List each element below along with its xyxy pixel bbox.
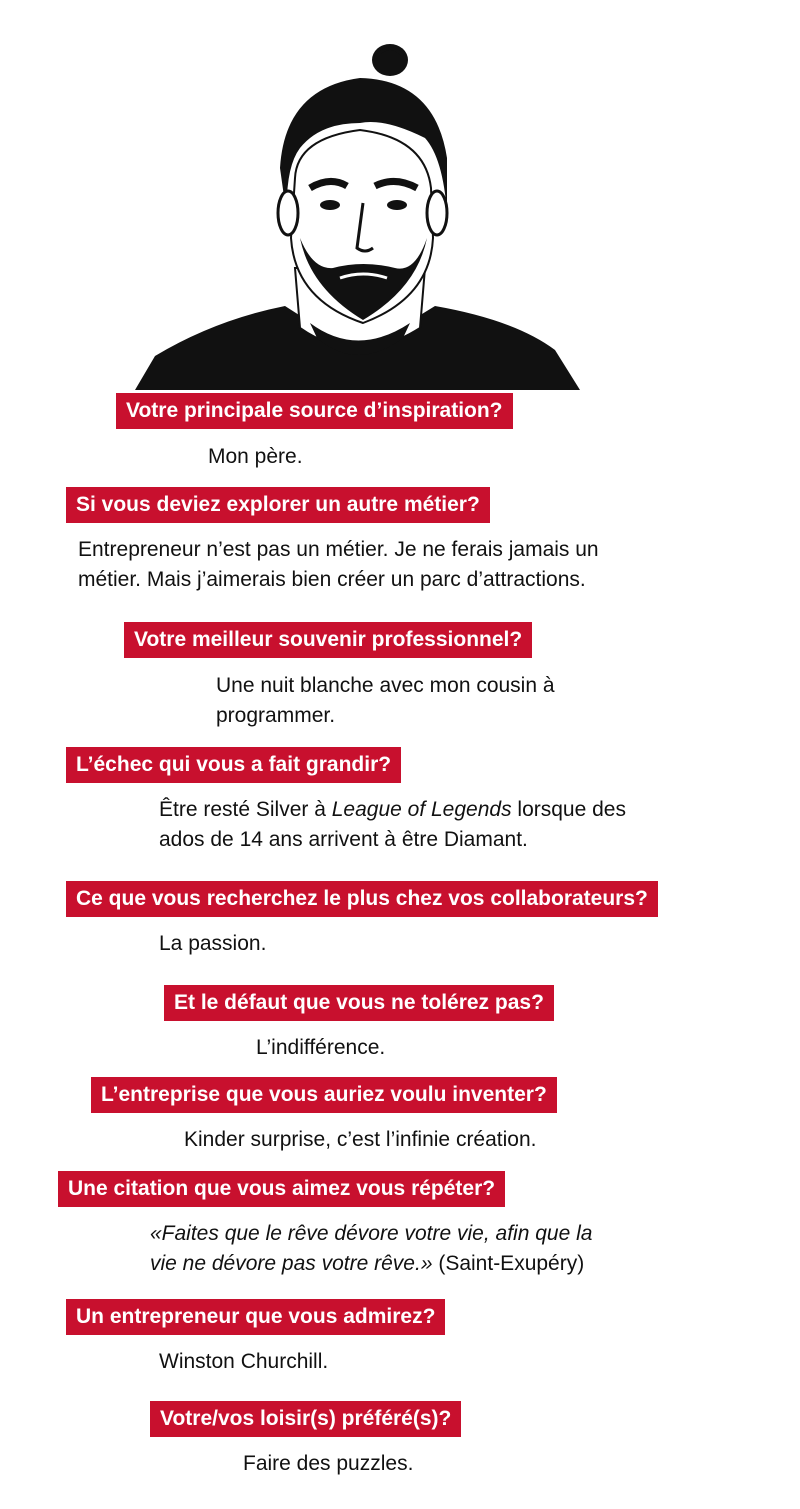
question-9: Un entrepreneur que vous admirez? [66, 1299, 445, 1335]
quote-source: (Saint-Exupéry) [432, 1252, 585, 1275]
answer-3-line-2: programmer. [216, 704, 336, 727]
answer-7: Kinder surprise, c’est l’infinie création. [184, 1128, 537, 1151]
quote-line-2: vie ne dévore pas votre rêve.» [150, 1252, 433, 1275]
answer-8-line-1 [150, 1219, 592, 1249]
answer-8-line-2 [150, 1249, 584, 1279]
portrait-image [135, 38, 580, 390]
answer-5: La passion. [159, 932, 267, 955]
quote-line-1: «Faites que le rêve dévore votre vie, afin que la [150, 1222, 593, 1245]
question-7: L’entreprise que vous auriez voulu inventer? [91, 1077, 557, 1113]
answer-1: Mon père. [208, 445, 303, 468]
answer-4-pre: Être resté Silver à [159, 798, 332, 821]
question-1: Votre principale source d’inspiration? [116, 393, 513, 429]
answer-4-line-1 [159, 795, 626, 825]
answer-9: Winston Churchill. [159, 1350, 329, 1373]
question-10: Votre/vos loisir(s) préféré(s)? [150, 1401, 461, 1437]
question-5: Ce que vous recherchez le plus chez vos collaborateurs? [66, 881, 658, 917]
question-3: Votre meilleur souvenir professionnel? [124, 622, 532, 658]
answer-10: Faire des puzzles. [243, 1452, 414, 1475]
question-4: L’échec qui vous a fait grandir? [66, 747, 401, 783]
question-2: Si vous deviez explorer un autre métier? [66, 487, 490, 523]
answer-4-line-2: ados de 14 ans arrivent à être Diamant. [159, 828, 528, 851]
answer-2-line-2: métier. Mais j’aimerais bien créer un parc d’attractions. [78, 568, 586, 591]
answer-6: L’indifférence. [256, 1036, 386, 1059]
answer-3-line-1: Une nuit blanche avec mon cousin à [216, 674, 555, 697]
question-8: Une citation que vous aimez vous répéter? [58, 1171, 505, 1207]
question-6: Et le défaut que vous ne tolérez pas? [164, 985, 554, 1021]
answer-4-post: lorsque des [511, 798, 626, 821]
answer-2-line-1: Entrepreneur n’est pas un métier. Je ne ferais jamais un [78, 538, 599, 561]
answer-4-italic: League of Legends [331, 798, 512, 821]
